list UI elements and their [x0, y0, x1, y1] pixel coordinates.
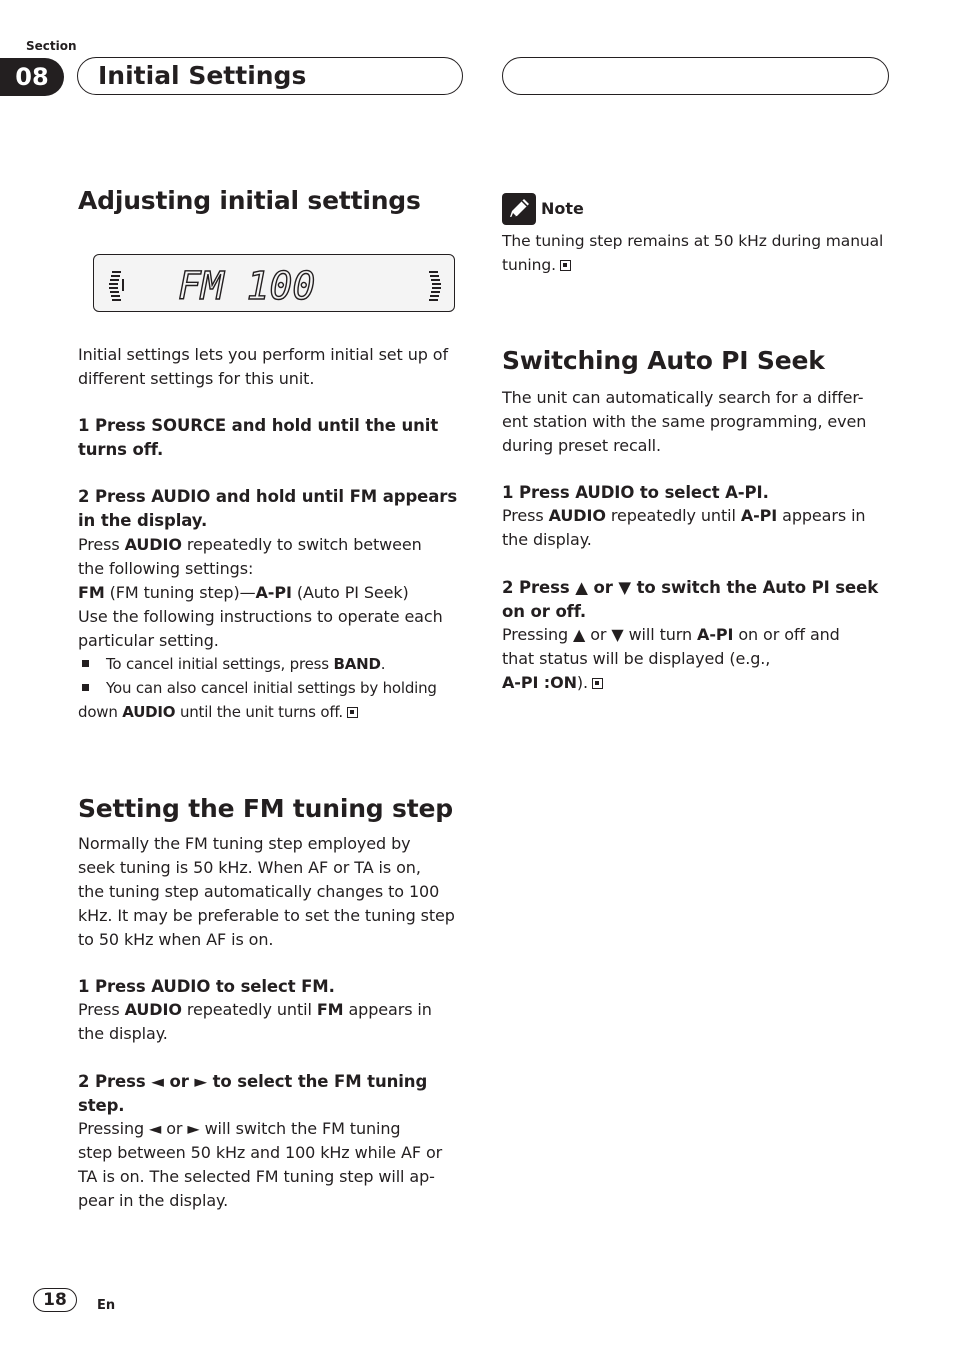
bullet-icon: [82, 660, 89, 667]
note-pencil-icon: [502, 193, 536, 225]
fm-step-1-heading: 1 Press AUDIO to select FM.: [78, 977, 335, 996]
step-1-heading: [78, 414, 468, 462]
heading-switching-auto-pi-seek: Switching Auto PI Seek: [502, 346, 825, 375]
heading-fm-tuning-step: Setting the FM tuning step: [78, 794, 453, 823]
section-label: Section: [26, 39, 77, 53]
step-2-line-1: 2 Press AUDIO and hold until FM appears: [78, 487, 458, 506]
end-of-section-icon: [560, 260, 571, 271]
fm-step-1-body: Press AUDIO repeatedly until FM appears in the display.: [78, 1000, 432, 1043]
note-text: The tuning step remains at 50 kHz during manual tuning.: [502, 232, 884, 274]
step-2-heading: [78, 485, 468, 533]
end-of-section-icon: [347, 707, 358, 718]
section-title: Initial Settings: [98, 61, 307, 90]
page-number: 18: [33, 1288, 77, 1312]
step-2-line-2: in the display.: [78, 510, 208, 530]
pi-step-1-heading: 1 Press AUDIO to select A-PI.: [502, 483, 769, 502]
header-blank-frame: [502, 57, 889, 95]
section-number-badge: 08: [0, 58, 64, 96]
pi-step-2-heading: 2 Press ▲ or ▼ to switch the Auto PI seek on or off.: [502, 578, 879, 621]
heading-adjusting-initial-settings: Adjusting initial settings: [78, 186, 421, 215]
fm-step-2-heading: 2 Press ◄ or ► to select the FM tuning step.: [78, 1072, 428, 1115]
lcd-display-graphic: [94, 255, 456, 313]
lcd-level-right-icon: [429, 271, 441, 301]
lcd-text: FM 100: [178, 264, 316, 308]
intro-text: [78, 343, 468, 391]
pi-step-2-body: Pressing ▲ or ▼ will turn A-PI on or off and that status will be displayed (e.g., A-PI :ON).: [502, 625, 840, 692]
lcd-level-left-icon: [109, 271, 124, 301]
fm-step-2-body: Pressing ◄ or ► will switch the FM tuning step between 50 kHz and 100 kHz while AF or TA is on. The selected FM tuning step will ap- pear in the display.: [78, 1119, 443, 1210]
end-of-section-icon: [592, 678, 603, 689]
note-label: Note: [541, 199, 584, 218]
fm-intro-text: Normally the FM tuning step employed by seek tuning is 50 kHz. When AF or TA is on, the tuning step automatically changes to 100 kHz. It may be preferable to set the tuning step to 50 kHz when AF is on.: [78, 834, 455, 949]
bullet-icon: [82, 684, 89, 691]
step-2-body: Press AUDIO repeatedly to switch between the following settings: FM (FM tuning step)—A-PI (Auto PI Seek) Use the following instructions to operate each particular setting.: [78, 535, 443, 650]
pi-intro-text: The unit can automatically search for a differ- ent station with the same programming, even during preset recall.: [502, 388, 867, 455]
lcd-display-illustration: [93, 254, 455, 312]
intro-line-1: Initial settings lets you perform initial set up of: [78, 345, 449, 364]
step-1-line-1: 1 Press SOURCE and hold until the unit: [78, 416, 439, 435]
language-code: En: [97, 1298, 116, 1313]
bullet-list: To cancel initial settings, press BAND. You can also cancel initial settings by holding down AUDIO until the unit turns off.: [78, 655, 437, 721]
step-1-line-2: turns off.: [78, 439, 164, 459]
section-title-frame: [77, 57, 463, 95]
intro-line-2: different settings for this unit.: [78, 368, 315, 388]
pi-step-1-body: Press AUDIO repeatedly until A-PI appears in the display.: [502, 506, 866, 549]
